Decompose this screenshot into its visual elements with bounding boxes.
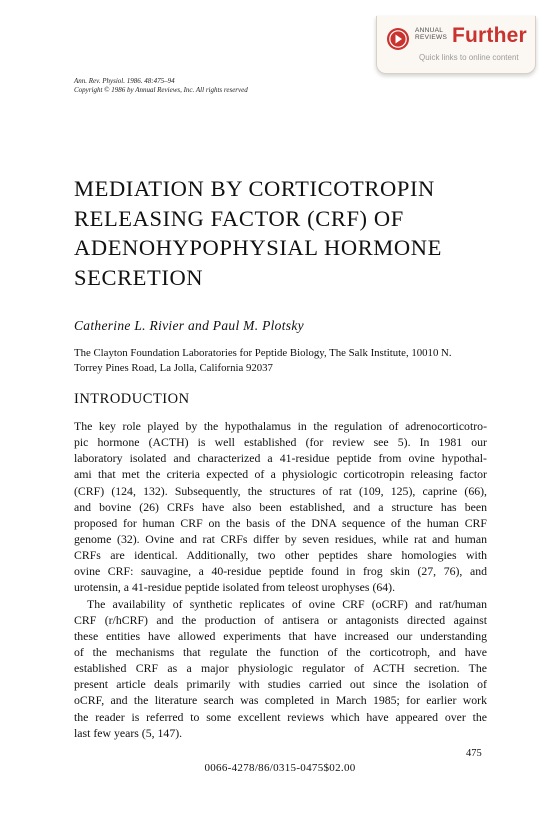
journal-citation <box>74 77 248 95</box>
title-line: RELEASING FACTOR (CRF) OF <box>74 205 404 231</box>
brand-line-1: ANNUAL <box>415 27 444 34</box>
copyright-notice: Copyright © 1986 by Annual Reviews, Inc. All rights reserved <box>74 86 248 94</box>
text-line: CRFs are identical. Additionally, two other peptides share homologies with <box>74 548 487 563</box>
text-line: last few years (5, 147). <box>74 725 183 740</box>
author-affiliation <box>74 346 494 376</box>
text-line: proposed for human CRF on the basis of the DNA sequence of the human CRF <box>74 515 487 530</box>
brand-line-2: REVIEWS <box>415 34 448 41</box>
article-title <box>74 174 514 292</box>
title-line: ADENOHYPOPHYSIAL HORMONE <box>74 235 442 260</box>
further-label: Further <box>452 24 527 47</box>
article-body <box>74 418 487 741</box>
text-line: pic hormone (ACTH) is well established (for review see 5). In 1981 our <box>74 435 487 450</box>
footer-price-code: 0066-4278/86/0315-0475$02.00 <box>204 762 356 774</box>
text-line: of the mechanisms that regulate the function of the corticotroph, and have <box>74 644 487 659</box>
text-line: the reader is referred to some excellent reviews which have appeared over the <box>74 709 487 724</box>
text-line: (CRF) (124, 132). Subsequently, the structures of rat (109, 125), caprine (66), <box>74 483 487 498</box>
affiliation-line: The Clayton Foundation Laboratories for Peptide Biology, The Salk Institute, 10010 N. <box>74 347 452 359</box>
text-line: The availability of synthetic replicates of ovine CRF (oCRF) and rat/human <box>87 596 487 611</box>
text-line: ami that met the criteria expected of a physiologic corticotropin releasing factor <box>74 467 487 482</box>
annual-reviews-logo-icon <box>386 27 410 51</box>
text-line: ovine CRF: sauvagine, a 40-residue peptide found in frog skin (27, 76), and <box>74 564 487 579</box>
article-authors: Catherine L. Rivier and Paul M. Plotsky <box>74 318 304 333</box>
text-line: genome (32). Ovine and rat CRFs differ by seven residues, while rat and human <box>74 531 487 546</box>
text-line: these entities have allowed experiments that have increased our understanding <box>74 628 487 643</box>
text-line: The key role played by the hypothalamus in the regulation of adrenocorticotro- <box>74 419 487 433</box>
text-line: present article deals primarily with studies carried out since the isolation of <box>74 677 487 692</box>
text-line: and bovine (26) CRFs have also been established, and a structure has been <box>74 499 487 514</box>
page-number: 475 <box>466 748 482 759</box>
journal-reference: Ann. Rev. Physiol. 1986. 48:475–94 <box>74 77 175 85</box>
section-heading-introduction: INTRODUCTION <box>74 391 190 407</box>
title-line: MEDIATION BY CORTICOTROPIN <box>74 176 435 201</box>
text-line: oCRF, and the literature search was completed in March 1985; for earlier work <box>74 693 487 708</box>
paragraph-1 <box>74 418 487 596</box>
paragraph-2 <box>74 596 487 741</box>
text-line: laboratory isolated and characterized a 41-residue peptide from ovine hypothal- <box>74 451 487 466</box>
further-quick-links-badge[interactable] <box>376 16 536 74</box>
title-line: SECRETION <box>74 264 204 290</box>
affiliation-line: Torrey Pines Road, La Jolla, California 92037 <box>74 362 273 374</box>
text-line: CRF (r/hCRF) and the production of antisera or antagonists directed against <box>74 612 487 627</box>
annual-reviews-wordmark <box>415 27 447 41</box>
further-tagline: Quick links to online content <box>419 53 519 62</box>
text-line: urotensin, a 41-residue peptide isolated from teleost urophyses (64). <box>74 580 396 595</box>
text-line: established CRF as a major physiologic regulator of ACTH secretion. The <box>74 661 487 676</box>
